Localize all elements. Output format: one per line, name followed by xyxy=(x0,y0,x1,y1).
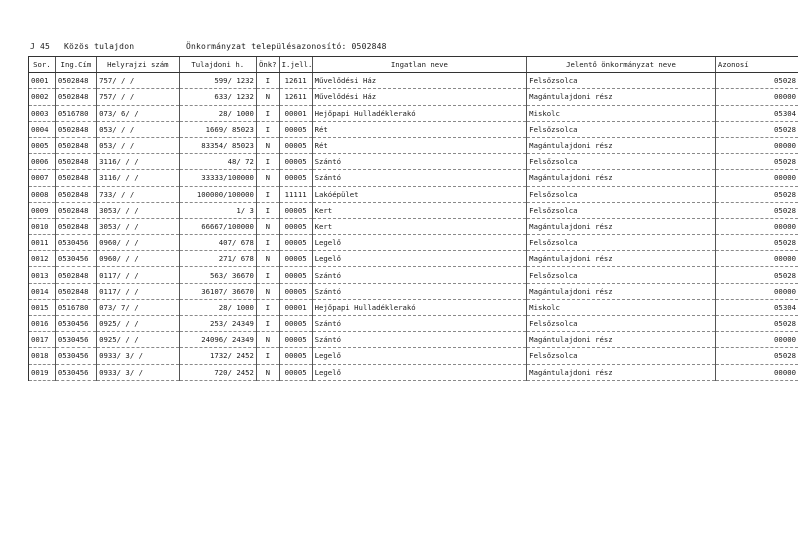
cell-property-code: 00005 xyxy=(279,316,312,332)
cell-municipal: N xyxy=(256,218,279,234)
cell-address: 0502848 xyxy=(55,186,96,202)
cell-parcel-number: 0933/ 3/ / xyxy=(97,348,180,364)
cell-row-number: 0002 xyxy=(29,89,56,105)
cell-property-name: Legelő xyxy=(312,235,527,251)
cell-municipal: N xyxy=(256,137,279,153)
cell-ownership-share: 83354/ 85023 xyxy=(179,137,256,153)
col-header-ownership-share: Tulajdoni h. xyxy=(179,57,256,73)
table-row xyxy=(29,73,798,89)
col-header-row-number: Sor. xyxy=(29,57,56,73)
cell-property-code: 00005 xyxy=(279,202,312,218)
cell-identifier: 00000 xyxy=(715,332,798,348)
cell-identifier: 05028 xyxy=(715,202,798,218)
cell-row-number: 0017 xyxy=(29,332,56,348)
cell-row-number: 0016 xyxy=(29,316,56,332)
cell-identifier: 00000 xyxy=(715,137,798,153)
cell-parcel-number: 733/ / / xyxy=(97,186,180,202)
cell-row-number: 0008 xyxy=(29,186,56,202)
table-row xyxy=(29,348,798,364)
cell-address: 0530456 xyxy=(55,235,96,251)
cell-municipal: I xyxy=(256,235,279,251)
cell-identifier: 05304 xyxy=(715,105,798,121)
cell-property-name: Rét xyxy=(312,121,527,137)
cell-property-code: 00005 xyxy=(279,251,312,267)
cell-property-code: 00005 xyxy=(279,364,312,380)
cell-property-name: Szántó xyxy=(312,332,527,348)
cell-municipal: I xyxy=(256,121,279,137)
col-header-identifier: Azonosí xyxy=(715,57,798,73)
ownership-kind: Közös tulajdon xyxy=(64,42,135,51)
cell-property-name: Szántó xyxy=(312,283,527,299)
cell-identifier: 00000 xyxy=(715,283,798,299)
cell-identifier: 05028 xyxy=(715,154,798,170)
table-row xyxy=(29,283,798,299)
cell-row-number: 0014 xyxy=(29,283,56,299)
cell-property-code: 11111 xyxy=(279,186,312,202)
cell-reporting-municipality: Felsőzsolca xyxy=(527,316,716,332)
cell-property-code: 00005 xyxy=(279,267,312,283)
cell-ownership-share: 599/ 1232 xyxy=(179,73,256,89)
cell-municipal: I xyxy=(256,299,279,315)
cell-identifier: 05028 xyxy=(715,121,798,137)
table-row xyxy=(29,121,798,137)
cell-address: 0530456 xyxy=(55,332,96,348)
cell-identifier: 00000 xyxy=(715,364,798,380)
cell-municipal: N xyxy=(256,170,279,186)
cell-property-name: Legelő xyxy=(312,348,527,364)
cell-reporting-municipality: Felsőzsolca xyxy=(527,186,716,202)
cell-parcel-number: 757/ / / xyxy=(97,73,180,89)
cell-parcel-number: 073/ 7/ / xyxy=(97,299,180,315)
cell-row-number: 0001 xyxy=(29,73,56,89)
cell-row-number: 0019 xyxy=(29,364,56,380)
cell-municipal: I xyxy=(256,267,279,283)
col-header-property-name: Ingatlan neve xyxy=(312,57,527,73)
cell-municipal: N xyxy=(256,332,279,348)
cell-row-number: 0005 xyxy=(29,137,56,153)
cell-identifier: 05028 xyxy=(715,186,798,202)
cell-ownership-share: 720/ 2452 xyxy=(179,364,256,380)
cell-property-name: Művelődési Ház xyxy=(312,89,527,105)
cell-parcel-number: 0117/ / / xyxy=(97,283,180,299)
cell-property-code: 00005 xyxy=(279,235,312,251)
cell-property-name: Szántó xyxy=(312,154,527,170)
cell-ownership-share: 1732/ 2452 xyxy=(179,348,256,364)
cell-parcel-number: 0117/ / / xyxy=(97,267,180,283)
cell-parcel-number: 3053/ / / xyxy=(97,202,180,218)
cell-address: 0502848 xyxy=(55,154,96,170)
cell-identifier: 05028 xyxy=(715,267,798,283)
table-row xyxy=(29,154,798,170)
cell-address: 0502848 xyxy=(55,283,96,299)
cell-identifier: 05028 xyxy=(715,235,798,251)
cell-address: 0530456 xyxy=(55,316,96,332)
col-header-parcel-number: Helyrajzi szám xyxy=(97,57,180,73)
cell-ownership-share: 48/ 72 xyxy=(179,154,256,170)
cell-ownership-share: 28/ 1000 xyxy=(179,299,256,315)
cell-identifier: 00000 xyxy=(715,218,798,234)
cell-identifier: 05028 xyxy=(715,316,798,332)
settlement-id: Önkormányzat településazonosító: 0502848 xyxy=(186,42,387,51)
table-row xyxy=(29,89,798,105)
table-row xyxy=(29,235,798,251)
cell-parcel-number: 0960/ / / xyxy=(97,235,180,251)
cell-parcel-number: 073/ 6/ / xyxy=(97,105,180,121)
table-row xyxy=(29,218,798,234)
table-row xyxy=(29,137,798,153)
cell-ownership-share: 1/ 3 xyxy=(179,202,256,218)
cell-municipal: N xyxy=(256,89,279,105)
cell-ownership-share: 66667/100000 xyxy=(179,218,256,234)
cell-municipal: N xyxy=(256,251,279,267)
table-row xyxy=(29,316,798,332)
cell-reporting-municipality: Magántulajdoni rész xyxy=(527,332,716,348)
cell-address: 0516780 xyxy=(55,299,96,315)
cell-property-code: 00005 xyxy=(279,154,312,170)
sheet-code: J 45 xyxy=(30,42,51,51)
cell-address: 0530456 xyxy=(55,251,96,267)
cell-parcel-number: 3116/ / / xyxy=(97,170,180,186)
cell-municipal: N xyxy=(256,364,279,380)
cell-ownership-share: 1669/ 85023 xyxy=(179,121,256,137)
cell-reporting-municipality: Magántulajdoni rész xyxy=(527,218,716,234)
cell-property-name: Rét xyxy=(312,137,527,153)
col-header-reporting-municipality: Jelentő önkormányzat neve xyxy=(527,57,716,73)
cell-reporting-municipality: Felsőzsolca xyxy=(527,73,716,89)
cell-municipal: I xyxy=(256,105,279,121)
cell-property-code: 00005 xyxy=(279,170,312,186)
cell-ownership-share: 24096/ 24349 xyxy=(179,332,256,348)
cell-address: 0502848 xyxy=(55,121,96,137)
cell-identifier: 05304 xyxy=(715,299,798,315)
table-header-row xyxy=(29,57,798,73)
cell-reporting-municipality: Miskolc xyxy=(527,299,716,315)
cell-address: 0502848 xyxy=(55,170,96,186)
cell-municipal: N xyxy=(256,283,279,299)
cell-reporting-municipality: Felsőzsolca xyxy=(527,235,716,251)
cell-property-name: Legelő xyxy=(312,251,527,267)
table-row xyxy=(29,364,798,380)
cell-property-name: Hejőpapi Hulladéklerakó xyxy=(312,105,527,121)
cell-address: 0530456 xyxy=(55,364,96,380)
cell-property-code: 00005 xyxy=(279,137,312,153)
table-row xyxy=(29,105,798,121)
cell-property-name: Szántó xyxy=(312,316,527,332)
cell-property-code: 12611 xyxy=(279,73,312,89)
cell-property-code: 00001 xyxy=(279,299,312,315)
cell-property-code: 00005 xyxy=(279,218,312,234)
cell-property-name: Művelődési Ház xyxy=(312,73,527,89)
cell-identifier: 05028 xyxy=(715,348,798,364)
cell-reporting-municipality: Magántulajdoni rész xyxy=(527,137,716,153)
cell-identifier: 00000 xyxy=(715,251,798,267)
cell-ownership-share: 100000/100000 xyxy=(179,186,256,202)
cell-parcel-number: 0925/ / / xyxy=(97,316,180,332)
cell-reporting-municipality: Magántulajdoni rész xyxy=(527,251,716,267)
cell-municipal: I xyxy=(256,73,279,89)
cell-ownership-share: 407/ 678 xyxy=(179,235,256,251)
cell-row-number: 0009 xyxy=(29,202,56,218)
cell-row-number: 0007 xyxy=(29,170,56,186)
cell-address: 0502848 xyxy=(55,137,96,153)
cell-row-number: 0011 xyxy=(29,235,56,251)
cell-parcel-number: 053/ / / xyxy=(97,137,180,153)
cell-property-code: 00005 xyxy=(279,332,312,348)
cell-property-name: Hejőpapi Hulladéklerakó xyxy=(312,299,527,315)
cell-ownership-share: 33333/100000 xyxy=(179,170,256,186)
cell-reporting-municipality: Magántulajdoni rész xyxy=(527,170,716,186)
cell-reporting-municipality: Felsőzsolca xyxy=(527,267,716,283)
cell-property-name: Kert xyxy=(312,202,527,218)
cell-address: 0530456 xyxy=(55,348,96,364)
cell-parcel-number: 0960/ / / xyxy=(97,251,180,267)
table-row xyxy=(29,267,798,283)
cell-row-number: 0003 xyxy=(29,105,56,121)
cell-property-name: Szántó xyxy=(312,267,527,283)
cell-address: 0516780 xyxy=(55,105,96,121)
col-header-address: Ing.Cím xyxy=(55,57,96,73)
cell-address: 0502848 xyxy=(55,218,96,234)
cell-address: 0502848 xyxy=(55,89,96,105)
cell-reporting-municipality: Magántulajdoni rész xyxy=(527,89,716,105)
property-table xyxy=(28,56,798,381)
cell-property-name: Legelő xyxy=(312,364,527,380)
cell-ownership-share: 563/ 36670 xyxy=(179,267,256,283)
cell-parcel-number: 3053/ / / xyxy=(97,218,180,234)
table-row xyxy=(29,202,798,218)
cell-identifier: 00000 xyxy=(715,170,798,186)
cell-address: 0502848 xyxy=(55,73,96,89)
table-row xyxy=(29,299,798,315)
table-row xyxy=(29,251,798,267)
cell-municipal: I xyxy=(256,316,279,332)
cell-municipal: I xyxy=(256,154,279,170)
cell-reporting-municipality: Felsőzsolca xyxy=(527,348,716,364)
cell-property-code: 12611 xyxy=(279,89,312,105)
cell-parcel-number: 053/ / / xyxy=(97,121,180,137)
cell-reporting-municipality: Magántulajdoni rész xyxy=(527,283,716,299)
cell-municipal: I xyxy=(256,202,279,218)
cell-ownership-share: 633/ 1232 xyxy=(179,89,256,105)
cell-ownership-share: 271/ 678 xyxy=(179,251,256,267)
cell-municipal: I xyxy=(256,348,279,364)
cell-municipal: I xyxy=(256,186,279,202)
cell-reporting-municipality: Magántulajdoni rész xyxy=(527,364,716,380)
col-header-property-code: I.jell. xyxy=(279,57,312,73)
cell-reporting-municipality: Miskolc xyxy=(527,105,716,121)
cell-address: 0502848 xyxy=(55,202,96,218)
cell-address: 0502848 xyxy=(55,267,96,283)
cell-row-number: 0013 xyxy=(29,267,56,283)
cell-ownership-share: 36107/ 36670 xyxy=(179,283,256,299)
cell-identifier: 05028 xyxy=(715,73,798,89)
cell-property-name: Szántó xyxy=(312,170,527,186)
cell-property-code: 00005 xyxy=(279,121,312,137)
cell-identifier: 00000 xyxy=(715,89,798,105)
cell-reporting-municipality: Felsőzsolca xyxy=(527,121,716,137)
cell-row-number: 0004 xyxy=(29,121,56,137)
cell-property-name: Lakóépület xyxy=(312,186,527,202)
cell-row-number: 0006 xyxy=(29,154,56,170)
cell-property-code: 00005 xyxy=(279,283,312,299)
cell-parcel-number: 3116/ / / xyxy=(97,154,180,170)
cell-parcel-number: 0933/ 3/ / xyxy=(97,364,180,380)
table-row xyxy=(29,170,798,186)
cell-parcel-number: 757/ / / xyxy=(97,89,180,105)
cell-property-code: 00001 xyxy=(279,105,312,121)
cell-row-number: 0018 xyxy=(29,348,56,364)
table-row xyxy=(29,332,798,348)
cell-property-name: Kert xyxy=(312,218,527,234)
cell-row-number: 0010 xyxy=(29,218,56,234)
col-header-municipal: Önk? xyxy=(256,57,279,73)
cell-row-number: 0012 xyxy=(29,251,56,267)
cell-ownership-share: 253/ 24349 xyxy=(179,316,256,332)
cell-property-code: 00005 xyxy=(279,348,312,364)
cell-ownership-share: 28/ 1000 xyxy=(179,105,256,121)
table-row xyxy=(29,186,798,202)
cell-parcel-number: 0925/ / / xyxy=(97,332,180,348)
cell-row-number: 0015 xyxy=(29,299,56,315)
cell-reporting-municipality: Felsőzsolca xyxy=(527,202,716,218)
cell-reporting-municipality: Felsőzsolca xyxy=(527,154,716,170)
